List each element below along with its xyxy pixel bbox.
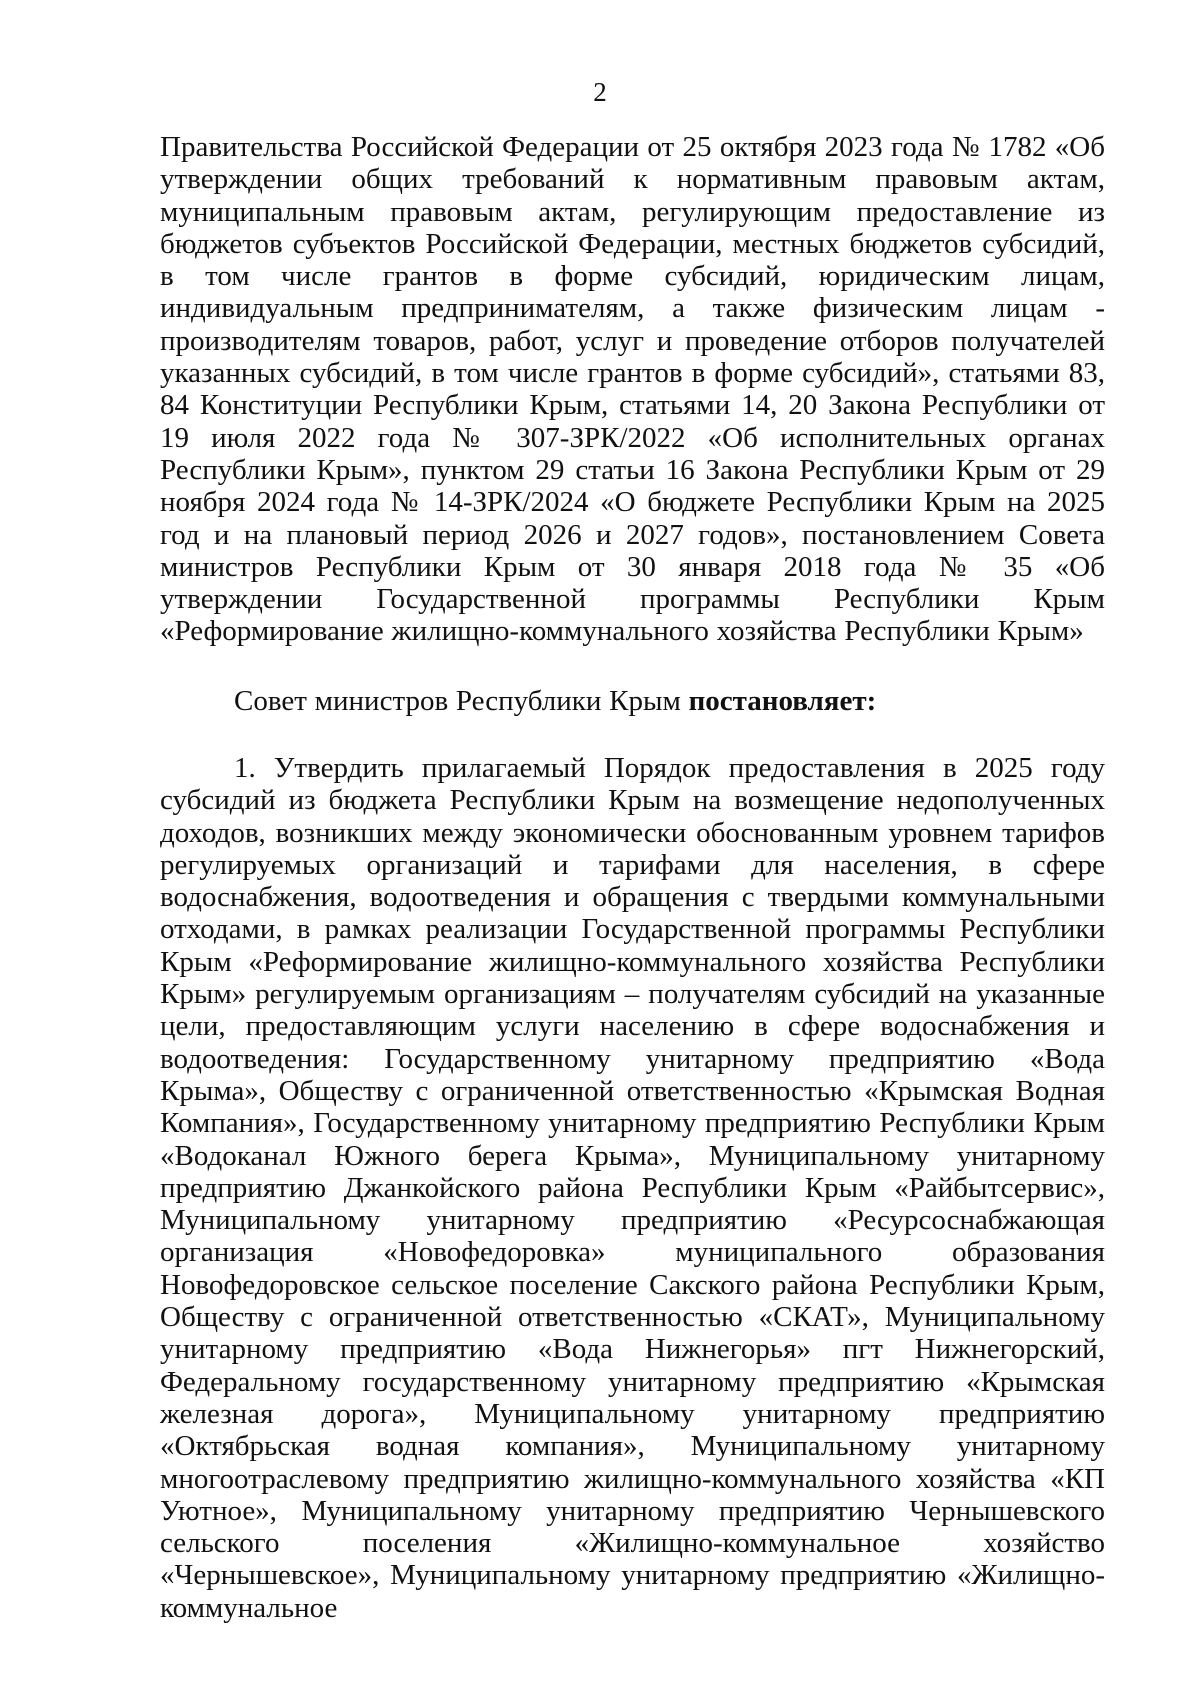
decree-line (160, 685, 1105, 717)
decree-verb-text: постановляет: (688, 685, 877, 717)
preamble-paragraph: Правительства Российской Федерации от 25 октября 2023 года № 1782 «Об утверждении общих требований к нормативным правовым актам, муниципальным правовым актам, регулирующим предоставление из бюджетов субъектов Российской Федерации, местных бюджетов субсидий, в том числе грантов в форме субсидий, юридическим лицам, индивидуальным предпринимателям, а также физическим лицам - производителям товаров, работ, услуг и проведение отборов получателей указанных субсидий, в том числе грантов в форме субсидий», статьями 83, 84 Конституции Республики Крым, статьями 14, 20 Закона Республики от 19 июля 2022 года № 307-ЗРК/2022 «Об исполнительных органах Республики Крым», пунктом 29 статьи 16 Закона Республики Крым от 29 ноября 2024 года № 14-ЗРК/2024 «О бюджете Республики Крым на 2025 год и на плановый период 2026 и 2027 годов», постановлением Совета министров Республики Крым от 30 января 2018 года № 35 «Об утверждении Государственной программы Республики Крым «Реформирование жилищно-коммунального хозяйства Республики Крым» (160, 131, 1105, 648)
decree-intro-text: Совет министров Республики Крым (234, 685, 689, 717)
page-number: 2 (593, 77, 607, 107)
clause-1-paragraph: 1. Утвердить прилагаемый Порядок предоставления в 2025 году субсидий из бюджета Республики Крым на возмещение недополученных доходов, возникших между экономически обоснованным уровнем тарифов регулируемых организаций и тарифами для населения, в сфере водоснабжения, водоотведения и обращения с твердыми коммунальными отходами, в рамках реализации Государственной программы Республики Крым «Реформирование жилищно-коммунального хозяйства Республики Крым» регулируемым организациям – получателям субсидий на указанные цели, предоставляющим услуги населению в сфере водоснабжения и водоотведения: Государственному унитарному предприятию «Вода Крыма», Обществу с ограниченной ответственностью «Крымская Водная Компания», Государственному унитарному предприятию Республики Крым «Водоканал Южного берега Крыма», Муниципальному унитарному предприятию Джанкойского района Республики Крым «Райбытсервис», Муниципальному унитарному предприятию «Ресурсоснабжающая организация «Новофедоровка» муниципального образования Новофедоровское сельское поселение Сакского района Республики Крым, Обществу с ограниченной ответственностью «СКАТ», Муниципальному унитарному предприятию «Вода Нижнегорья» пгт Нижнегорский, Федеральному государственному унитарному предприятию «Крымская железная дорога», Муниципальному унитарному предприятию «Октябрьская водная компания», Муниципальному унитарному многоотраслевому предприятию жилищно-коммунального хозяйства «КП Уютное», Муниципальному унитарному предприятию Чернышевского сельского поселения «Жилищно-коммунальное хозяйство «Чернышевское», Муниципальному унитарному предприятию «Жилищно-коммунальное (160, 752, 1105, 1624)
